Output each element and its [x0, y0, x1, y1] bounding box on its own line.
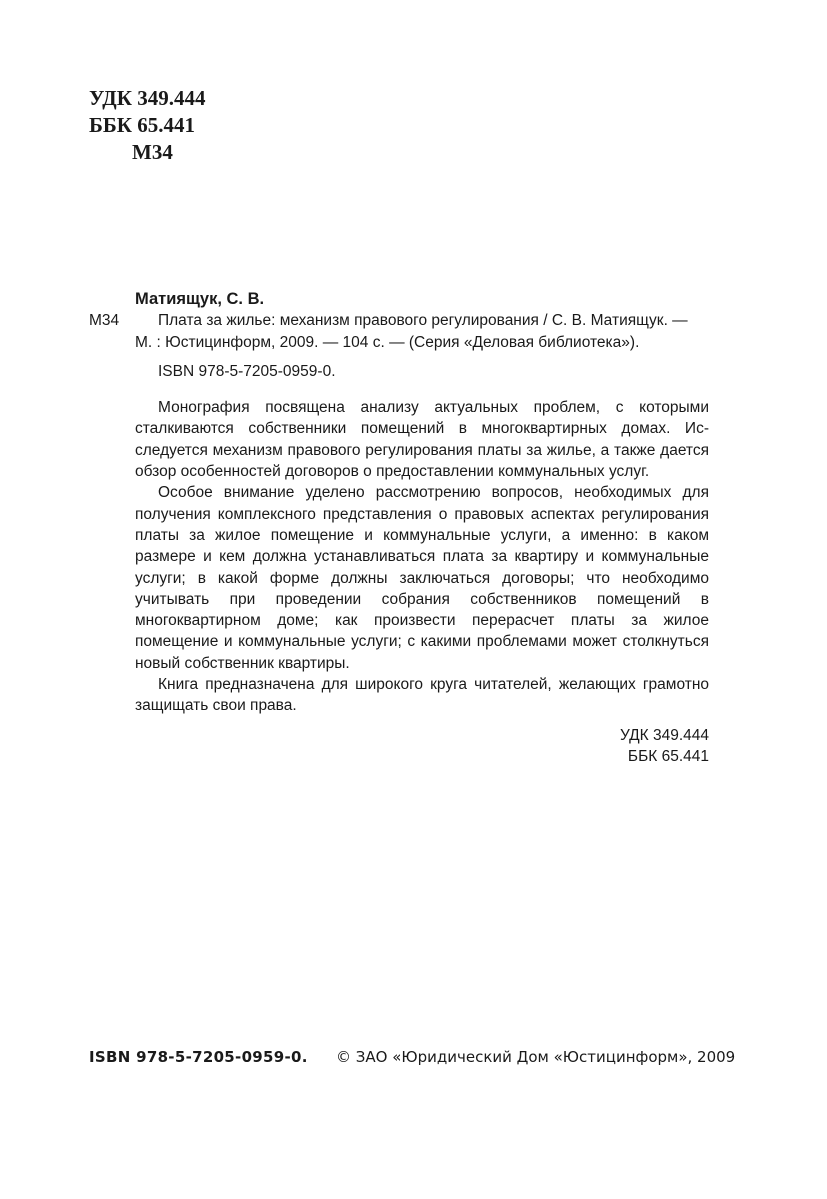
footer-isbn: ISBN 978-5-7205-0959-0.: [89, 1048, 308, 1066]
copyright-notice: © ЗАО «Юридический Дом «Юстицинформ», 2009: [336, 1048, 736, 1066]
card-bbk-code: ББК 65.441: [627, 747, 709, 765]
cutter-code: М34: [132, 140, 173, 164]
author-heading: Матиящук, С. В.: [135, 290, 265, 308]
publication-statement: М. : Юстицинформ, 2009. — 104 с. — (Серия «Деловая библиотека»).: [135, 333, 640, 351]
abstract-paragraph: Особое внимание уделено рассмотрению вопросов, необходимых для получения комплексного представления о правовых аспектах регулирования платы за жилое помещение и коммунальные услуги, а именно: в каком размере и кем должна устанавливаться плата за квартиру и коммунальные услуги; в какой форме должны заключаться договоры; что необходимо учитывать при проведении собрания собственников помещений в многоквартирном доме; как произвести перерасчет платы за жилое помещение и коммунальные услуги; с какими проблемами может столкнуться новый собственник квартиры.: [135, 484, 709, 672]
title-row: [89, 310, 709, 331]
classification-block: [89, 85, 205, 166]
udk-code: УДК 349.444: [89, 86, 206, 110]
card-isbn: ISBN 978-5-7205-0959-0.: [158, 362, 336, 380]
catalog-card: [89, 289, 709, 767]
card-classification-codes: [89, 725, 709, 768]
title-statement: Плата за жилье: механизм правового регулирования / С. В. Матиящук. —: [158, 312, 688, 330]
abstract-paragraph: Монография посвящена анализу актуальных проблем, с которыми сталкиваются собственники помещений в многоквартирных домах. Исследуется механизм правового регулирования платы за жилье, а также дается обзор особенностей договоров о предоставлении коммунальных услуг.: [135, 399, 709, 481]
card-udk-code: УДК 349.444: [619, 726, 709, 744]
abstract-paragraph: Книга предназначена для широкого круга читателей, желающих грамотно защищать свои права.: [135, 676, 709, 715]
abstract: [135, 397, 709, 716]
bbk-code: ББК 65.441: [89, 113, 195, 137]
card-cutter-code: М34: [89, 312, 120, 330]
